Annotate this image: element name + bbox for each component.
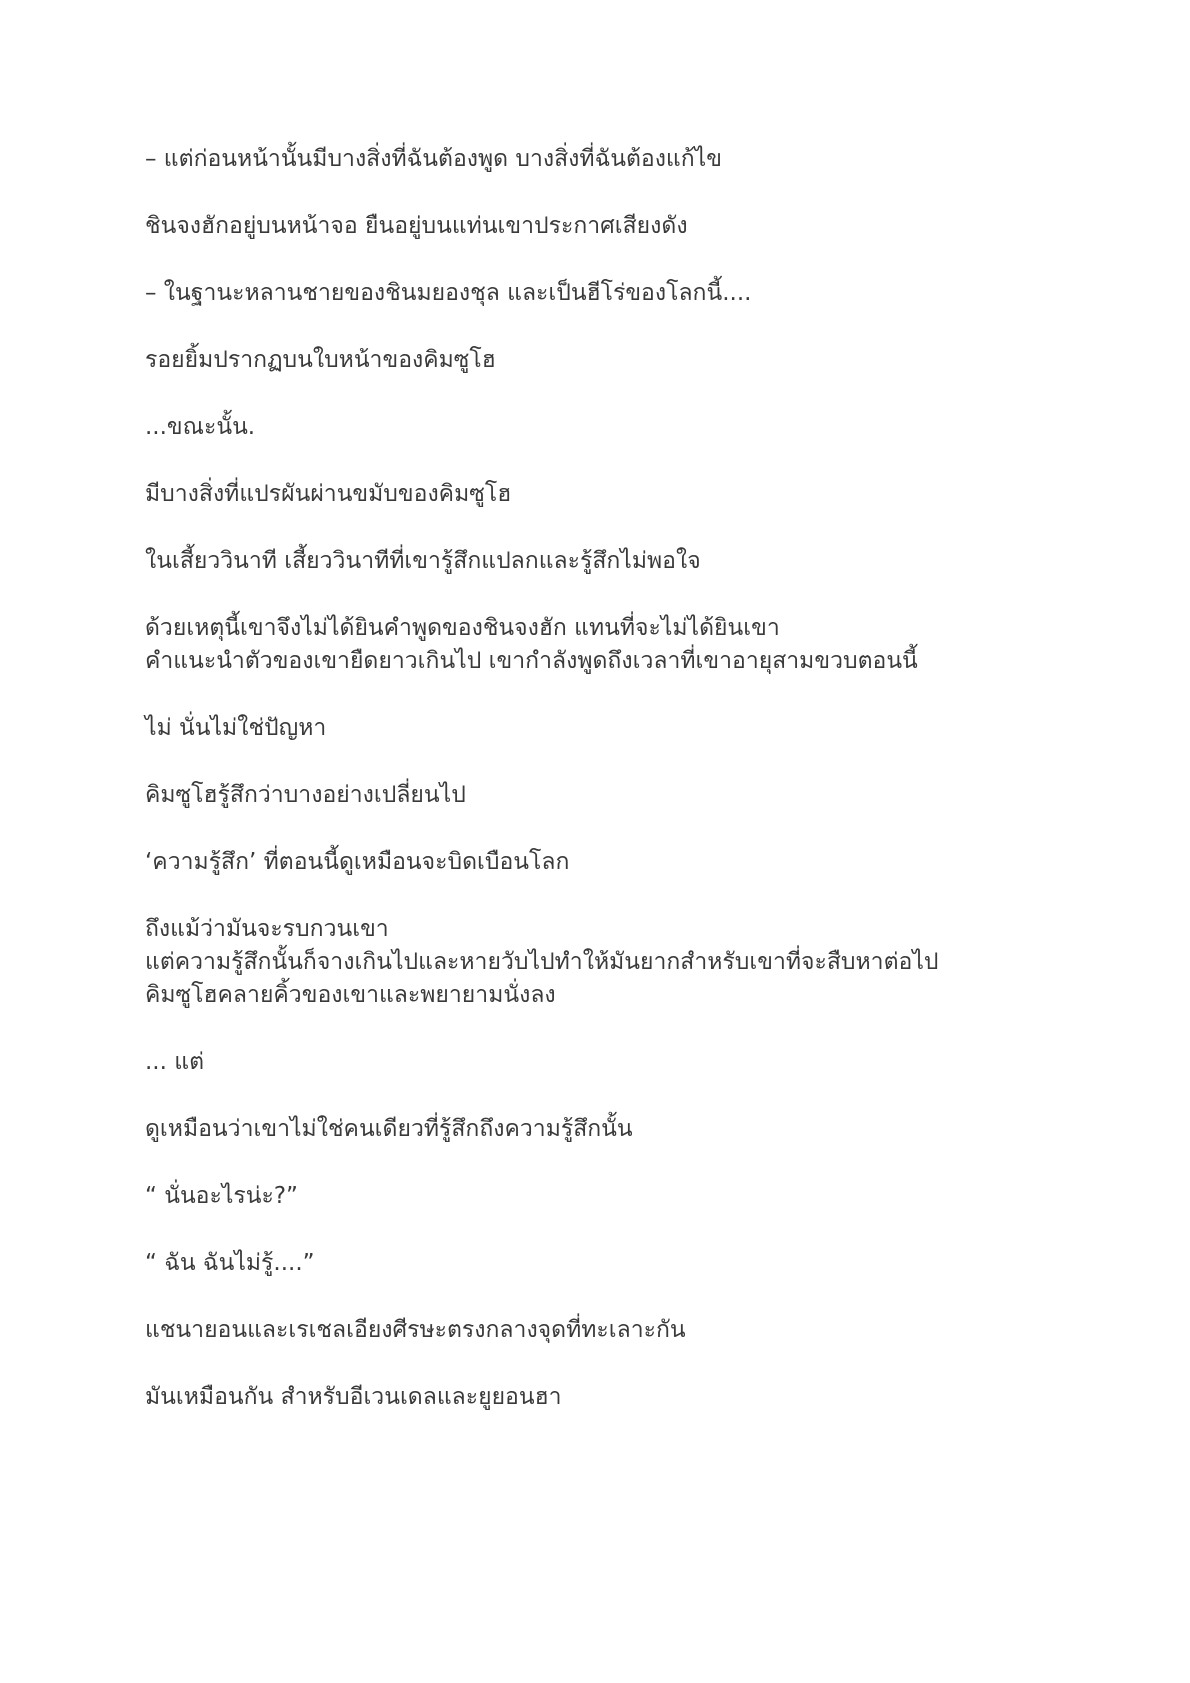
paragraph	[145, 712, 1045, 745]
text-line: ถึงแม้ว่ามันจะรบกวนเขา	[145, 916, 389, 942]
text-line: ...ขณะนั้น.	[145, 414, 256, 440]
text-line: รอยยิ้มปรากฏบนใบหน้าของคิมซูโฮ	[145, 347, 496, 373]
paragraph	[145, 612, 1045, 678]
text-line: ‘ความรู้สึก’ ที่ตอนนี้ดูเหมือนจะบิดเบือนโลก	[145, 849, 570, 875]
paragraph	[145, 143, 1045, 176]
text-line: ดูเหมือนว่าเขาไม่ใช่คนเดียวที่รู้สึกถึงความรู้สึกนั้น	[145, 1116, 633, 1142]
text-line: ชินจงฮักอยู่บนหน้าจอ ยืนอยู่บนแท่นเขาประกาศเสียงดัง	[145, 213, 688, 239]
paragraph	[145, 1247, 1045, 1280]
paragraph	[145, 846, 1045, 879]
paragraph	[145, 1314, 1045, 1347]
paragraph	[145, 344, 1045, 377]
text-line: – ในฐานะหลานชายของชินมยองชุล และเป็นฮีโร่ของโลกนี้....	[145, 280, 752, 306]
text-line: คิมซูโฮรู้สึกว่าบางอย่างเปลี่ยนไป	[145, 782, 466, 808]
paragraph	[145, 210, 1045, 243]
paragraph	[145, 1113, 1045, 1146]
text-line: ในเสี้ยววินาที เสี้ยววินาทีที่เขารู้สึกแปลกและรู้สึกไม่พอใจ	[145, 548, 701, 574]
text-line: มันเหมือนกัน สำหรับอีเวนเดลและยูยอนฮา	[145, 1384, 562, 1410]
text-line: ... แต่	[145, 1049, 205, 1075]
text-line: คำแนะนำตัวของเขายืดยาวเกินไป เขากำลังพูดถึงเวลาที่เขาอายุสามขวบตอนนี้	[145, 648, 918, 674]
document-body	[145, 143, 1045, 1448]
paragraph	[145, 1180, 1045, 1213]
paragraph	[145, 779, 1045, 812]
paragraph	[145, 545, 1045, 578]
text-line: คิมซูโฮคลายคิ้วของเขาและพยายามนั่งลง	[145, 982, 556, 1008]
text-line: – แต่ก่อนหน้านั้นมีบางสิ่งที่ฉันต้องพูด บางสิ่งที่ฉันต้องแก้ไข	[145, 146, 722, 172]
text-line: “ นั่นอะไรน่ะ?”	[145, 1183, 298, 1209]
paragraph	[145, 478, 1045, 511]
paragraph	[145, 411, 1045, 444]
text-line: มีบางสิ่งที่แปรผันผ่านขมับของคิมซูโฮ	[145, 481, 512, 507]
paragraph	[145, 277, 1045, 310]
paragraph	[145, 1046, 1045, 1079]
text-line: ด้วยเหตุนี้เขาจึงไม่ได้ยินคำพูดของชินจงฮัก แทนที่จะไม่ได้ยินเขา	[145, 615, 780, 641]
text-line: ไม่ นั่นไม่ใช่ปัญหา	[145, 715, 327, 741]
text-line: แชนายอนและเรเชลเอียงศีรษะตรงกลางจุดที่ทะเลาะกัน	[145, 1317, 686, 1343]
paragraph	[145, 1381, 1045, 1414]
text-line: “ ฉัน ฉันไม่รู้....”	[145, 1250, 315, 1276]
paragraph	[145, 913, 1045, 1012]
text-line: แต่ความรู้สึกนั้นก็จางเกินไปและหายวับไปทำให้มันยากสำหรับเขาที่จะสืบหาต่อไป	[145, 949, 939, 975]
